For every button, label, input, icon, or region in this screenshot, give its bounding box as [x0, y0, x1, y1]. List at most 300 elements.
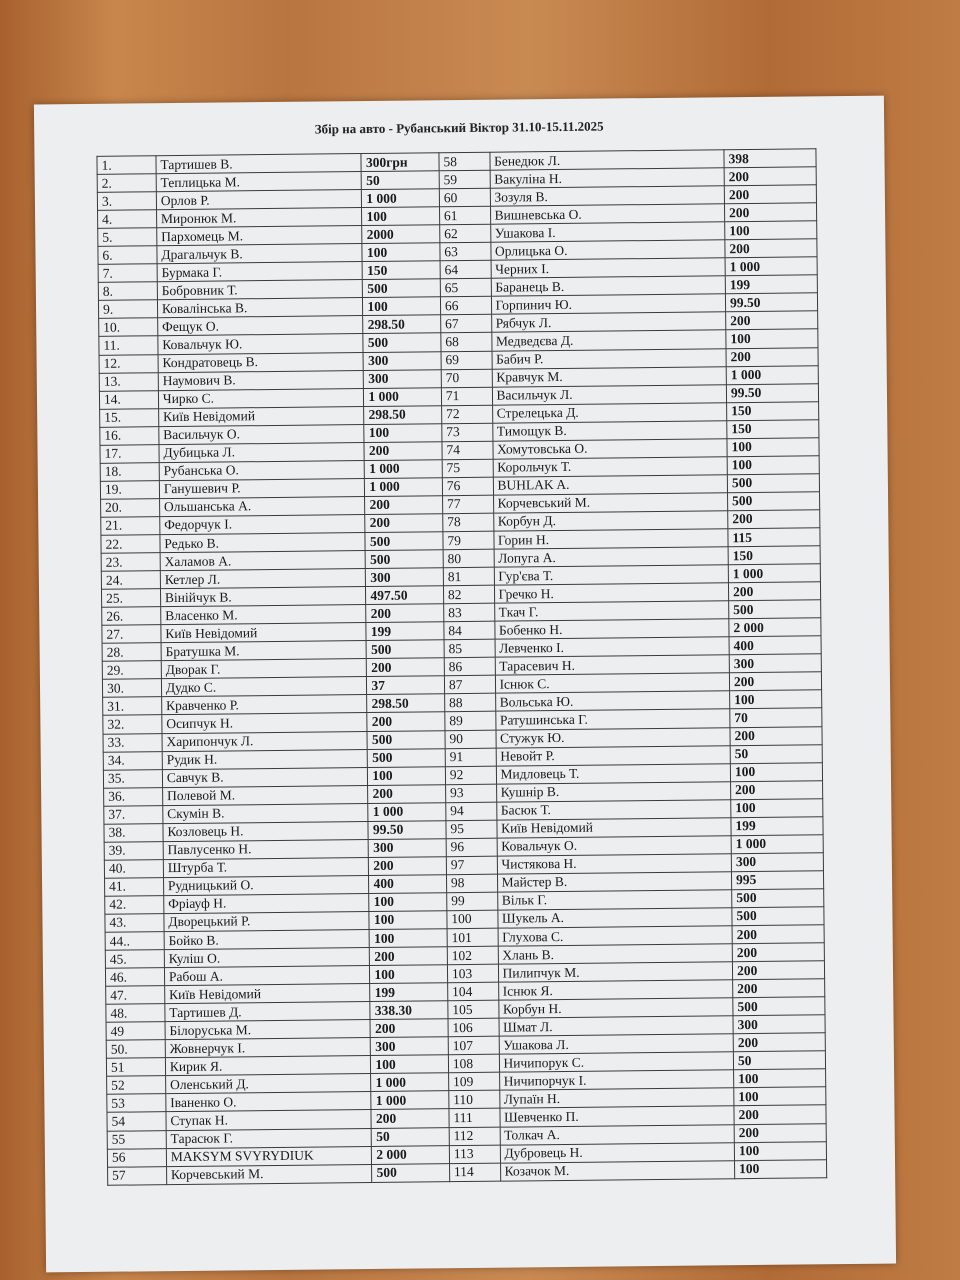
row-number: 13.: [99, 372, 158, 391]
donation-amount: 150: [727, 419, 819, 438]
row-number: 30.: [102, 679, 161, 698]
donation-amount: 100: [364, 423, 442, 442]
row-number: 99: [447, 892, 498, 911]
row-number: 40.: [104, 859, 163, 878]
row-number: 113: [449, 1145, 500, 1164]
row-number: 32.: [103, 715, 162, 734]
donation-amount: 199: [731, 816, 823, 835]
donation-amount: 995: [731, 871, 823, 890]
row-number: 114: [449, 1163, 500, 1182]
donor-name: Фріауф Н.: [164, 893, 370, 913]
donation-amount: 100: [371, 1055, 449, 1074]
donation-amount: 100: [362, 207, 440, 226]
donation-amount: 100: [734, 1141, 826, 1160]
row-number: 20.: [101, 499, 160, 518]
donation-amount: 200: [725, 239, 817, 258]
donation-amount: 200: [733, 1033, 825, 1052]
donation-amount: 100: [370, 929, 448, 948]
donation-amount: 2 000: [729, 618, 821, 637]
row-number: 103: [447, 964, 498, 983]
donation-amount: 199: [366, 622, 444, 641]
donation-amount: 199: [370, 983, 448, 1002]
donor-name: Зозуля В.: [490, 186, 725, 207]
donation-amount: 99.50: [726, 383, 818, 402]
donor-name: Теплицька М.: [156, 172, 362, 192]
donation-amount: 100: [727, 438, 819, 457]
donor-name: Орлицька О.: [490, 240, 725, 261]
row-number: 14.: [99, 390, 158, 409]
donor-name: Савчук В.: [162, 767, 368, 787]
donor-name: Рабош А.: [164, 966, 370, 986]
row-number: 63: [440, 242, 491, 261]
donation-amount: 50: [730, 744, 822, 763]
donation-amount: 199: [725, 275, 817, 294]
donation-amount: 200: [734, 1105, 826, 1124]
row-number: 108: [448, 1055, 499, 1074]
row-number: 15.: [100, 408, 159, 427]
donations-table: [96, 148, 827, 1185]
donation-amount: 100: [727, 456, 819, 475]
donation-amount: 500: [372, 1163, 450, 1182]
row-number: 19.: [100, 481, 159, 500]
row-number: 56: [107, 1148, 166, 1167]
row-number: 70: [441, 369, 492, 388]
row-number: 41.: [105, 878, 164, 897]
donor-name: Орлов Р.: [156, 190, 362, 210]
donation-amount: 200: [728, 582, 820, 601]
donation-amount: 200: [365, 514, 443, 533]
row-number: 76: [442, 477, 493, 496]
donation-amount: 1 000: [364, 387, 442, 406]
donor-name: Вишневська О.: [490, 204, 725, 225]
donor-name: Чирко С.: [158, 388, 364, 408]
donation-amount: 200: [370, 947, 448, 966]
donor-name: Бобенко Н.: [494, 619, 729, 640]
donation-amount: 300: [731, 853, 823, 872]
donation-amount: 200: [371, 1109, 449, 1128]
row-number: 80: [443, 549, 494, 568]
donation-amount: 100: [369, 893, 447, 912]
row-number: 88: [445, 694, 496, 713]
donor-name: Корчевський М.: [166, 1164, 372, 1184]
donation-amount: 200: [730, 726, 822, 745]
donor-name: Ганушевич Р.: [159, 478, 365, 498]
donation-amount: 500: [366, 640, 444, 659]
donation-amount: 200: [732, 943, 824, 962]
donor-name: Кравчук М.: [492, 366, 727, 387]
donor-name: Ольшанська А.: [159, 496, 365, 516]
row-number: 53: [107, 1094, 166, 1113]
donor-name: Скумін В.: [163, 803, 369, 823]
donor-name: Бобровник Т.: [157, 280, 363, 300]
row-number: 35.: [103, 769, 162, 788]
donation-amount: 500: [732, 907, 824, 926]
donation-amount: 500: [363, 333, 441, 352]
donation-amount: 300: [369, 838, 447, 857]
row-number: 106: [448, 1018, 499, 1037]
donation-amount: 200: [364, 441, 442, 460]
donor-name: Власенко М.: [161, 605, 367, 625]
donation-amount: 200: [369, 857, 447, 876]
donation-amount: 500: [365, 532, 443, 551]
row-number: 46.: [105, 968, 164, 987]
row-number: 31.: [103, 697, 162, 716]
donation-amount: 300: [733, 1015, 825, 1034]
row-number: 67: [441, 315, 492, 334]
donor-name: Шмат Л.: [499, 1016, 734, 1037]
donation-amount: 500: [729, 600, 821, 619]
donor-name: Ковальчук О.: [497, 836, 732, 857]
row-number: 8.: [98, 282, 157, 301]
donation-amount: 1 000: [726, 365, 818, 384]
donor-name: Васильчук Л.: [492, 384, 727, 405]
donation-amount: 500: [367, 730, 445, 749]
donation-amount: 500: [363, 279, 441, 298]
donation-amount: 99.50: [368, 820, 446, 839]
donor-name: Рубанська О.: [159, 460, 365, 480]
donor-name: Кравченко Р.: [161, 695, 367, 715]
row-number: 73: [442, 423, 493, 442]
donation-amount: 200: [731, 780, 823, 799]
row-number: 90: [445, 730, 496, 749]
row-number: 1.: [97, 156, 156, 175]
donation-amount: 500: [366, 550, 444, 569]
donor-name: MAKSYM SVYRYDIUK: [166, 1146, 372, 1166]
donation-amount: 298.50: [364, 405, 442, 424]
row-number: 36.: [104, 787, 163, 806]
donor-name: Ничипорук С.: [499, 1052, 734, 1073]
donor-name: Хлань В.: [498, 944, 733, 965]
row-number: 65: [440, 279, 491, 298]
donor-name: Полевой М.: [162, 785, 368, 805]
donor-name: Горпинич Ю.: [491, 294, 726, 315]
donation-amount: 500: [368, 748, 446, 767]
row-number: 5.: [98, 228, 157, 247]
donation-amount: 500: [733, 997, 825, 1016]
donation-amount: 497.50: [366, 586, 444, 605]
donor-name: Шукель А.: [497, 908, 732, 929]
row-number: 102: [447, 946, 498, 965]
row-number: 17.: [100, 444, 159, 463]
donation-amount: 500: [728, 492, 820, 511]
row-number: 33.: [103, 733, 162, 752]
row-number: 98: [446, 874, 497, 893]
donation-amount: 100: [730, 762, 822, 781]
donor-name: Штурба Т.: [163, 857, 369, 877]
donation-amount: 300: [363, 351, 441, 370]
donor-name: Баранець В.: [491, 276, 726, 297]
donor-name: Глухова С.: [498, 926, 733, 947]
row-number: 21.: [101, 517, 160, 536]
row-number: 66: [440, 297, 491, 316]
donor-name: Федорчук І.: [160, 514, 366, 534]
donor-name: Гур'єва Т.: [494, 565, 729, 586]
row-number: 57: [108, 1166, 167, 1185]
row-number: 100: [447, 910, 498, 929]
row-number: 37.: [104, 805, 163, 824]
row-number: 49: [106, 1022, 165, 1041]
donor-name: Козачок М.: [500, 1160, 735, 1181]
donor-name: Дубровець Н.: [500, 1142, 735, 1163]
donation-amount: 200: [366, 604, 444, 623]
row-number: 11.: [99, 336, 158, 355]
row-number: 48.: [106, 1004, 165, 1023]
row-number: 54: [107, 1112, 166, 1131]
row-number: 92: [445, 766, 496, 785]
donor-name: Ушакова І.: [490, 222, 725, 243]
row-number: 110: [449, 1091, 500, 1110]
row-number: 9.: [98, 300, 157, 319]
donor-name: Стужук Ю.: [495, 727, 730, 748]
donation-amount: 1 000: [365, 478, 443, 497]
donor-name: Вінійчук В.: [160, 587, 366, 607]
row-number: 38.: [104, 823, 163, 842]
donation-amount: 100: [363, 297, 441, 316]
donor-name: Горин Н.: [493, 529, 728, 550]
donor-name: Бойко В.: [164, 930, 370, 950]
donor-name: Оленський Д.: [165, 1074, 371, 1094]
donor-name: Рябчук Л.: [491, 312, 726, 333]
donor-name: Білоруська М.: [165, 1020, 371, 1040]
donor-name: Бабич Р.: [492, 348, 727, 369]
donor-name: Корбун Д.: [493, 511, 728, 532]
donor-name: Стрелецька Д.: [492, 402, 727, 423]
donation-amount: 200: [724, 167, 816, 186]
donation-amount: 2000: [362, 225, 440, 244]
row-number: 94: [446, 802, 497, 821]
donation-amount: 200: [365, 496, 443, 515]
donation-amount: 115: [728, 528, 820, 547]
donor-name: Пархомець М.: [157, 226, 363, 246]
row-number: 68: [441, 333, 492, 352]
donor-name: Наумович В.: [158, 370, 364, 390]
donation-amount: 100: [368, 766, 446, 785]
donation-amount: 300: [364, 369, 442, 388]
row-number: 96: [446, 838, 497, 857]
donation-amount: 200: [724, 185, 816, 204]
donor-name: Майстер В.: [497, 872, 732, 893]
donor-name: Тартишев В.: [156, 154, 362, 174]
row-number: 112: [449, 1127, 500, 1146]
donation-amount: 1 000: [362, 189, 440, 208]
row-number: 83: [444, 603, 495, 622]
donor-name: Бурмака Г.: [157, 262, 363, 282]
donor-name: Корольчук Т.: [493, 457, 728, 478]
row-number: 45.: [105, 950, 164, 969]
donor-name: Братушка М.: [161, 641, 367, 661]
donor-name: Корчевський М.: [493, 493, 728, 514]
donation-amount: 200: [367, 658, 445, 677]
donor-name: Дворак Г.: [161, 659, 367, 679]
row-number: 75: [442, 459, 493, 478]
donor-name: Хомутовська О.: [492, 438, 727, 459]
donor-name: Корбун Н.: [498, 998, 733, 1019]
donor-name: Васильчук О.: [159, 424, 365, 444]
donor-name: Київ Невідомий: [496, 817, 731, 838]
donor-name: Вакуліна Н.: [490, 168, 725, 189]
row-number: 86: [444, 657, 495, 676]
donation-amount: 200: [732, 961, 824, 980]
row-number: 59: [439, 170, 490, 189]
donor-name: Дубицька Л.: [159, 442, 365, 462]
donation-amount: 200: [728, 510, 820, 529]
donation-amount: 300: [366, 568, 444, 587]
paper-sheet: [34, 96, 896, 1273]
donor-name: Лупаїн Н.: [499, 1088, 734, 1109]
donor-name: BUHLAK A.: [493, 475, 728, 496]
donor-name: Київ Невідомий: [158, 406, 364, 426]
donation-amount: 1 000: [728, 564, 820, 583]
donation-amount: 1 000: [731, 835, 823, 854]
donation-amount: 200: [726, 347, 818, 366]
donor-name: Тарасевич Н.: [495, 655, 730, 676]
row-number: 101: [447, 928, 498, 947]
row-number: 34.: [103, 751, 162, 770]
row-number: 23.: [101, 553, 160, 572]
donor-name: Шевченко П.: [499, 1106, 734, 1127]
donor-name: Кушнір В.: [496, 781, 731, 802]
row-number: 55: [107, 1130, 166, 1149]
row-number: 104: [448, 982, 499, 1001]
row-number: 107: [448, 1036, 499, 1055]
donation-amount: 200: [734, 1123, 826, 1142]
donor-name: Ступак Н.: [166, 1110, 372, 1130]
donor-name: Ткач Г.: [494, 601, 729, 622]
row-number: 72: [441, 405, 492, 424]
donor-name: Ушакова Л.: [499, 1034, 734, 1055]
donation-amount: 50: [372, 1127, 450, 1146]
donor-name: Ковальчук Ю.: [158, 334, 364, 354]
row-number: 18.: [100, 462, 159, 481]
row-number: 25.: [101, 589, 160, 608]
row-number: 84: [444, 621, 495, 640]
row-number: 29.: [102, 661, 161, 680]
donor-name: Бенедюк Л.: [489, 150, 724, 171]
row-number: 6.: [98, 246, 157, 265]
row-number: 52: [107, 1076, 166, 1095]
row-number: 87: [444, 676, 495, 695]
donation-amount: 200: [733, 979, 825, 998]
donation-amount: 37: [367, 676, 445, 695]
donor-name: Існюк Я.: [498, 980, 733, 1001]
donation-amount: 200: [732, 925, 824, 944]
donor-name: Вільк Г.: [497, 890, 732, 911]
row-number: 12.: [99, 354, 158, 373]
donor-name: Ковалінська В.: [157, 298, 363, 318]
donor-name: Левченко І.: [495, 637, 730, 658]
donation-amount: 100: [725, 221, 817, 240]
row-number: 4.: [98, 210, 157, 229]
donation-amount: 100: [730, 690, 822, 709]
row-number: 105: [448, 1000, 499, 1019]
donor-name: Халамов А.: [160, 551, 366, 571]
donor-name: Кондратовець В.: [158, 352, 364, 372]
donor-name: Черних І.: [491, 258, 726, 279]
row-number: 47.: [106, 986, 165, 1005]
donation-amount: 300грн: [361, 153, 439, 172]
row-number: 61: [439, 206, 490, 225]
donation-amount: 150: [727, 401, 819, 420]
row-number: 78: [443, 513, 494, 532]
donor-name: Пилипчук М.: [498, 962, 733, 983]
donor-name: Київ Невідомий: [161, 623, 367, 643]
donation-amount: 99.50: [725, 293, 817, 312]
donation-amount: 300: [729, 654, 821, 673]
donation-amount: 1 000: [371, 1091, 449, 1110]
donor-name: Жовнерчук І.: [165, 1038, 371, 1058]
donation-amount: 1 000: [365, 460, 443, 479]
donation-amount: 1 000: [368, 802, 446, 821]
row-number: 79: [443, 531, 494, 550]
donor-name: Гречко Н.: [494, 583, 729, 604]
donor-name: Мидловець Т.: [496, 763, 731, 784]
donor-name: Миронюк М.: [156, 208, 362, 228]
donor-name: Кетлер Л.: [160, 569, 366, 589]
donation-amount: 100: [734, 1069, 826, 1088]
row-number: 39.: [104, 841, 163, 860]
row-number: 26.: [102, 607, 161, 626]
donation-amount: 50: [362, 171, 440, 190]
row-number: 10.: [99, 318, 158, 337]
donation-amount: 400: [369, 875, 447, 894]
donation-amount: 100: [369, 911, 447, 930]
row-number: 3.: [97, 192, 156, 211]
donor-name: Іваненко О.: [166, 1092, 372, 1112]
row-number: 85: [444, 639, 495, 658]
row-number: 2.: [97, 174, 156, 193]
donation-amount: 1 000: [725, 257, 817, 276]
donor-name: Медведєва Д.: [491, 330, 726, 351]
row-number: 16.: [100, 426, 159, 445]
donation-amount: 200: [729, 672, 821, 691]
row-number: 109: [448, 1073, 499, 1092]
donor-name: Драгальчук В.: [157, 244, 363, 264]
donation-amount: 1 000: [371, 1073, 449, 1092]
donor-name: Рудницький О.: [163, 875, 369, 895]
donor-name: Ратушинська Г.: [495, 709, 730, 730]
row-number: 43.: [105, 914, 164, 933]
row-number: 42.: [105, 896, 164, 915]
donation-amount: 338.30: [370, 1001, 448, 1020]
donor-name: Осипчук Н.: [162, 713, 368, 733]
row-number: 58: [439, 152, 490, 171]
donor-name: Чистякова Н.: [497, 854, 732, 875]
donor-name: Рудик Н.: [162, 749, 368, 769]
donor-name: Кирик Я.: [165, 1056, 371, 1076]
row-number: 24.: [101, 571, 160, 590]
row-number: 71: [441, 387, 492, 406]
donation-amount: 200: [725, 203, 817, 222]
row-number: 95: [446, 820, 497, 839]
donation-amount: 200: [726, 311, 818, 330]
row-number: 81: [443, 567, 494, 586]
donation-amount: 100: [726, 329, 818, 348]
row-number: 22.: [101, 535, 160, 554]
donor-name: Лопуга А.: [494, 547, 729, 568]
donation-amount: 2 000: [372, 1145, 450, 1164]
donor-name: Толкач А.: [500, 1124, 735, 1145]
row-number: 51: [106, 1058, 165, 1077]
donor-name: Ничипорчук І.: [499, 1070, 734, 1091]
donation-amount: 100: [735, 1159, 827, 1178]
donor-name: Дворецький Р.: [164, 911, 370, 931]
donation-amount: 200: [370, 1019, 448, 1038]
donor-name: Харипончук Л.: [162, 731, 368, 751]
donor-name: Козловець Н.: [163, 821, 369, 841]
donor-name: Редько В.: [160, 533, 366, 553]
row-number: 50.: [106, 1040, 165, 1059]
donation-amount: 100: [362, 243, 440, 262]
